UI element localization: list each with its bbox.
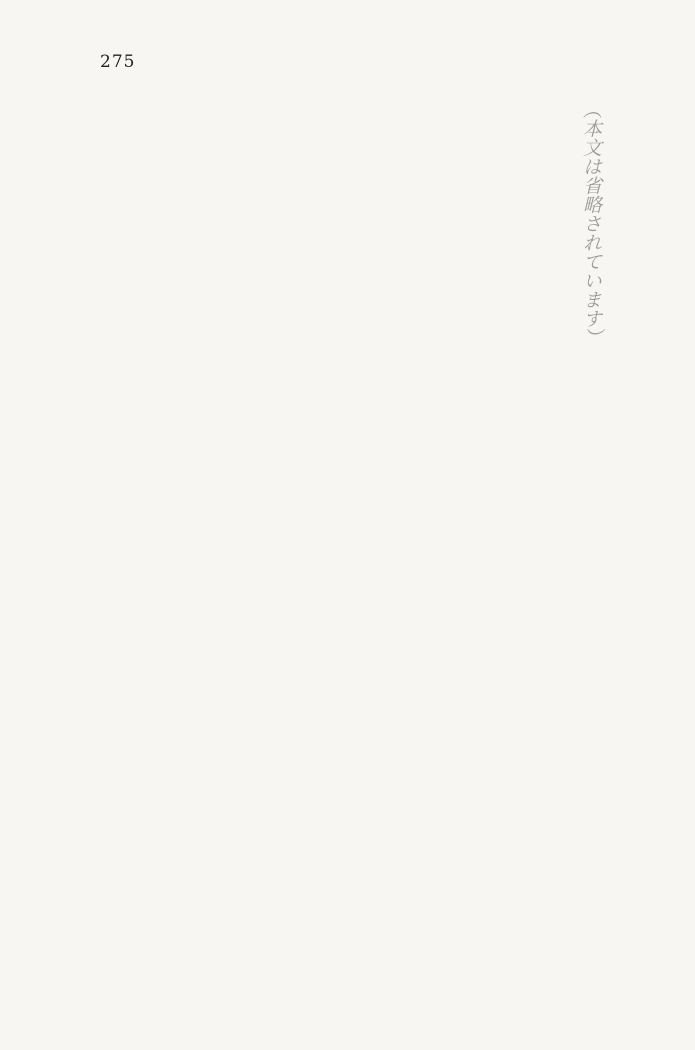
vertical-text-block <box>90 100 610 940</box>
page-number: 275 <box>100 52 136 72</box>
redacted-text-placeholder: （本文は省略されています） <box>580 100 602 347</box>
